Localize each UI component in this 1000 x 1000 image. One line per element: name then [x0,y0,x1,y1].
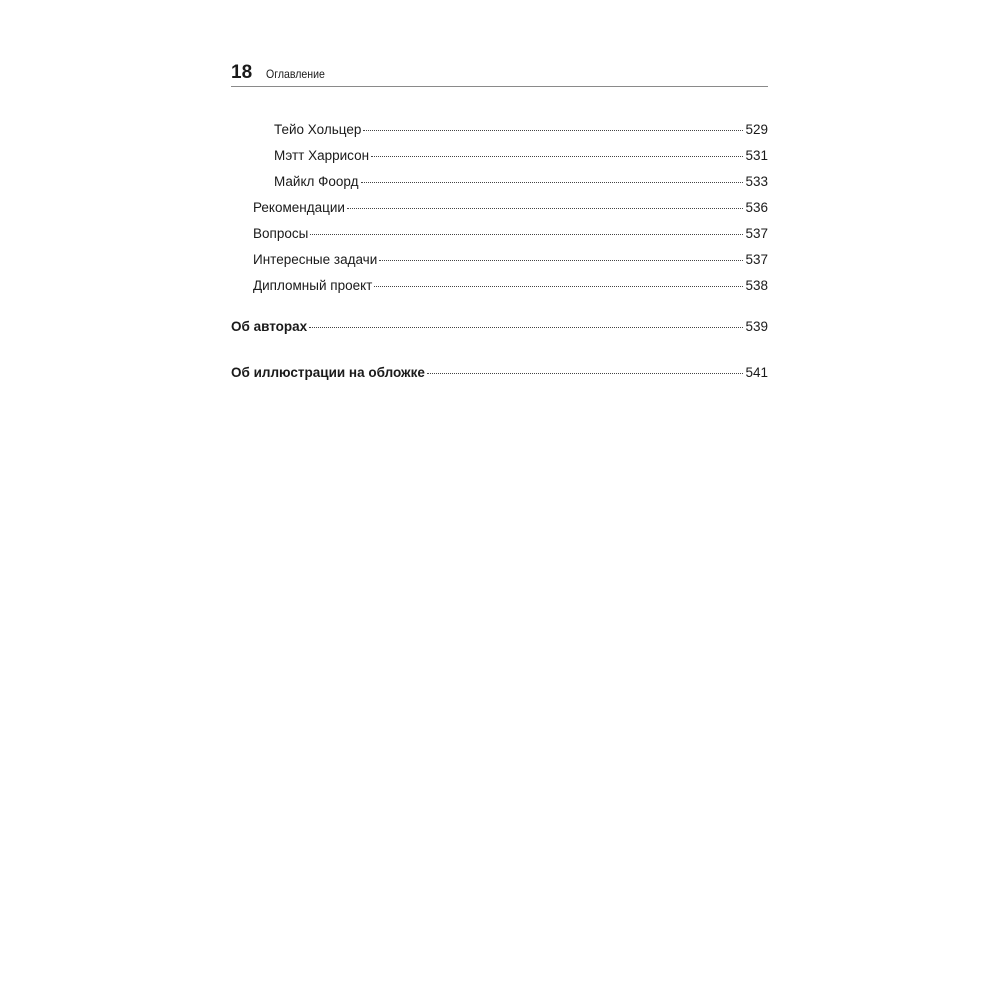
dot-leader [309,326,743,328]
toc-entry-page: 533 [745,174,768,189]
toc-entry-recommendations[interactable] [231,198,768,218]
dot-leader [310,233,743,235]
dot-leader [363,129,743,131]
section-title: Оглавление [266,67,326,81]
dot-leader [374,285,743,287]
toc-entry-questions[interactable] [231,224,768,244]
toc-entry-label: Тейо Хольцер [274,122,362,137]
toc-entry-label: Об авторах [231,319,308,334]
dot-leader [361,181,744,183]
toc-entry-label: Майкл Фоорд [274,174,359,189]
toc-entry-page: 537 [745,252,768,267]
toc-entry-foord[interactable] [231,172,768,192]
dot-leader [347,207,744,209]
toc-entry-page: 541 [745,365,768,380]
toc-entry-holzer[interactable] [231,120,768,140]
toc-entry-diploma-project[interactable] [231,276,768,296]
toc-entry-harrison[interactable] [231,146,768,166]
toc-entry-label: Об иллюстрации на обложке [231,365,425,380]
toc-entry-page: 539 [745,319,768,334]
toc-entry-about-authors[interactable] [231,317,768,337]
running-header [231,60,768,87]
toc-entry-page: 529 [745,122,768,137]
page-number: 18 [231,62,253,83]
toc-entry-interesting-tasks[interactable] [231,250,768,270]
toc-entry-label: Рекомендации [253,200,345,215]
dot-leader [371,155,743,157]
toc-entry-about-cover[interactable] [231,363,768,383]
toc-entry-label: Интересные задачи [253,252,378,267]
toc-entry-label: Дипломный проект [253,278,373,293]
toc-entry-page: 531 [745,148,768,163]
toc-entry-page: 537 [745,226,768,241]
dot-leader [379,259,743,261]
toc-entry-label: Мэтт Харрисон [274,148,370,163]
book-page [231,60,768,380]
toc-entry-label: Вопросы [253,226,309,241]
toc-entry-page: 538 [745,278,768,293]
toc-entry-page: 536 [745,200,768,215]
dot-leader [427,372,744,374]
